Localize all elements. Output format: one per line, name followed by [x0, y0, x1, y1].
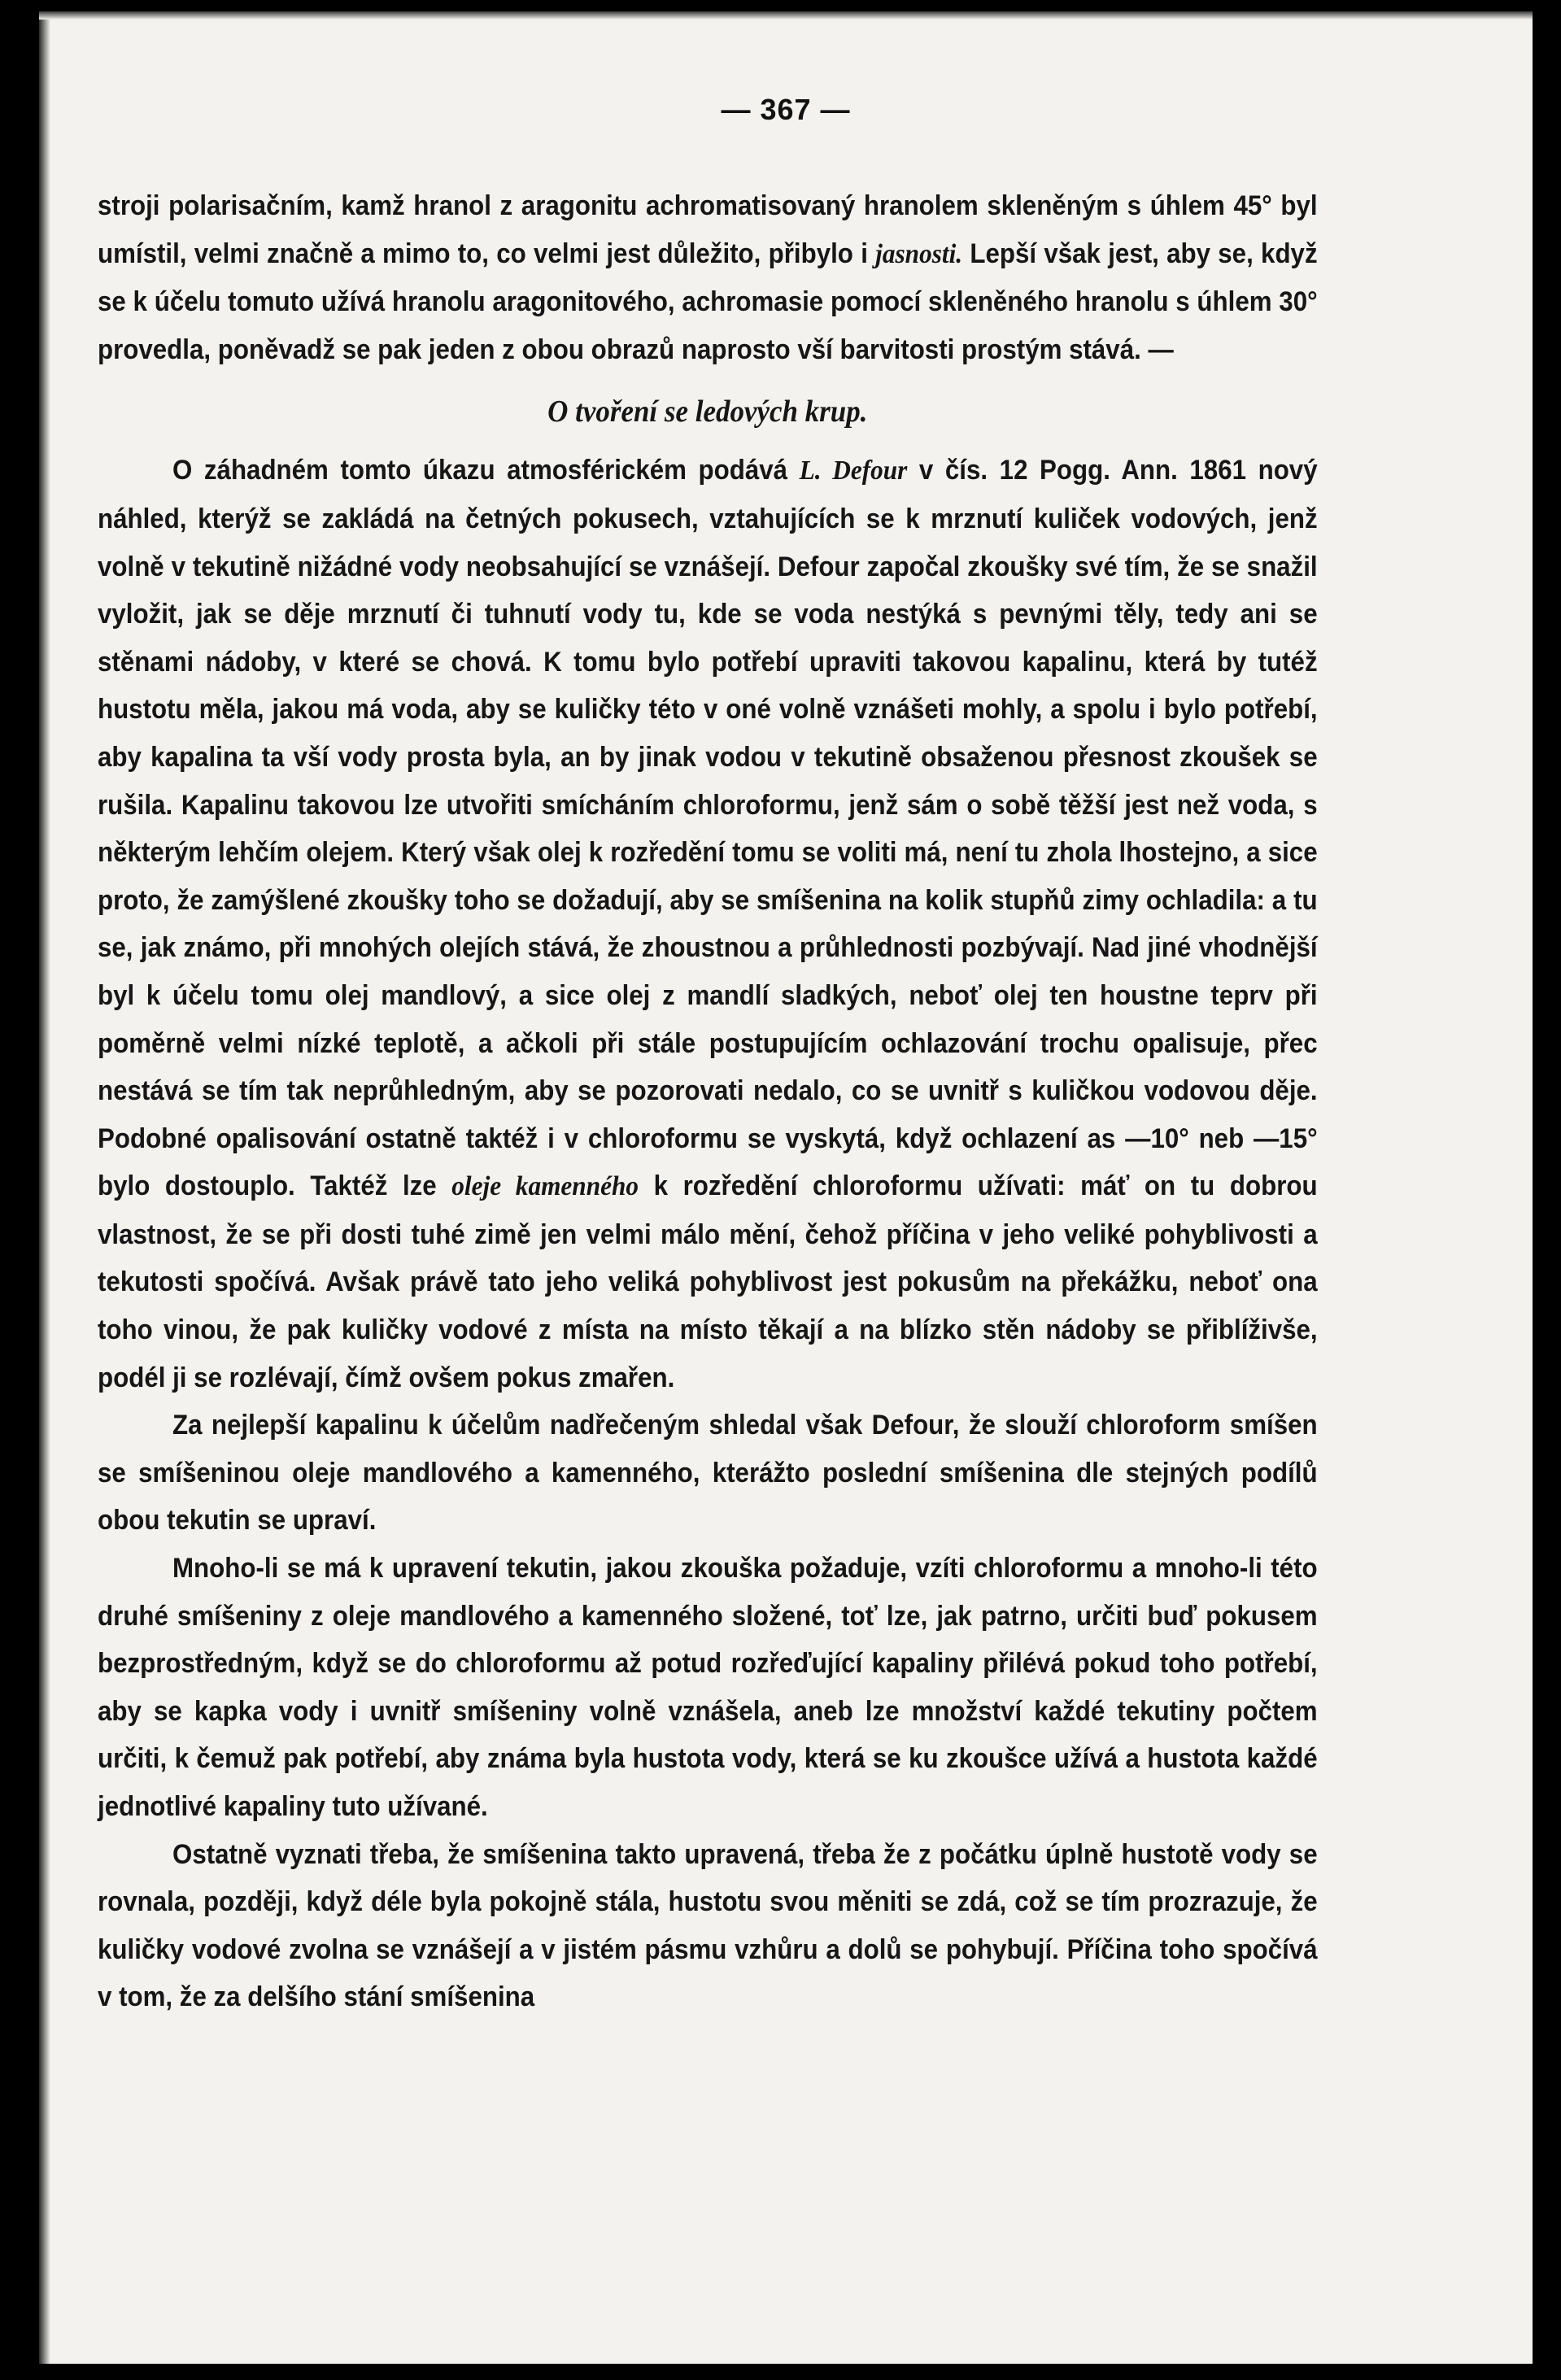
paragraph-4: Mnoho-li se má k upravení tekutin, jakou zkouška požaduje, vzíti chloroformu a mnoho-li této druhé smíšeniny z oleje mandlového a kamenného složené, toť lze, jak patrno, určiti buď pokusem bezprostředným, když se do chloroformu až potud rozřeďující kapaliny přilévá pokud toho potřebí, aby se kapka vody i uvnitř smíšeniny volně vznášela, aneb lze množství každé tekutiny počtem určiti, k čemuž pak potřebí, aby známa byla hustota vody, která se ku zkoušce užívá a hustota každé jednotlivé kapaliny tuto užívané.	[98, 1553, 1318, 1822]
paragraph-1: stroji polarisačním, kamž hranol z aragonitu achromatisovaný hranolem skleněným s úhlem 45° byl umístil, velmi značně a mimo to, co velmi jest důležito, přibylo i jasnosti. Lepší však jest, aby se, když se k účelu tomuto užívá hranolu aragonitového, achromasie pomocí skleněného hranolu s úhlem 30° provedla, poněvadž se pak jeden z obou obrazů naprosto vší barvitosti prostým stává. —	[98, 190, 1318, 365]
section-heading: O tvoření se ledových krup.	[547, 394, 868, 429]
page-number: — 367 —	[721, 93, 851, 126]
author-name: L. Defour	[799, 456, 908, 486]
book-page	[39, 11, 1533, 2364]
paragraph-2: O záhadném tomto úkazu atmosférickém podává L. Defour v čís. 12 Pogg. Ann. 1861 nový náhled, kterýž se zakládá na četných pokusech, vztahujících se k mrznutí kuliček vodových, jenž volně v tekutině nižádné vody neobsahující se vznášejí. Defour započal zkoušky své tím, že se snažil vyložit, jak se děje mrznutí či tuhnutí vody tu, kde se voda nestýká s pevnými těly, tedy ani se stěnami nádoby, v které se chová. K tomu bylo potřebí upraviti takovou kapalinu, která by tutéž hustotu měla, jakou má voda, aby se kuličky této v oné volně vznášeti mohly, a spolu i bylo potřebí, aby kapalina ta vší vody prosta byla, an by jinak vodou v tekutině obsaženou přesnost zkoušek se rušila. Kapalinu takovou lze utvořiti smícháním chloroformu, jenž sám o sobě těžší jest než voda, s některým lehčím olejem. Který však olej k rozředění tomu se voliti má, není tu zhola lhostejno, a sice proto, že zamýšlené zkoušky toho se dožadují, aby se smíšenina na kolik stupňů zimy ochladila: a tu se, jak známo, při mnohých olejích stává, že zhoustnou a průhlednosti pozbývají. Nad jiné vhodnější byl k účelu tomu olej mandlový, a sice olej z mandlí sladkých, neboť olej ten houstne teprv při poměrně velmi nízké teplotě, a ačkoli při stále postupujícím ochlazování trochu opalisuje, přec nestává se tím tak neprůhledným, aby se pozorovati nedalo, co se uvnitř s kuličkou vodovou děje. Podobné opalisování ostatně taktéž i v chloroformu se vyskytá, když ochlazení as —10° neb —15° bylo dostouplo. Taktéž lze oleje kamenného k rozředění chloroformu užívati: máť on tu dobrou vlastnost, že se při dosti tuhé zimě jen velmi málo mění, čehož příčina v jeho veliké pohyblivosti a tekutosti spočívá. Avšak právě tato jeho veliká pohyblivost jest pokusům na překážku, neboť ona toho vinou, že pak kuličky vodové z místa na místo těkají a na blízko stěn nádoby se přiblíživše, podél ji se rozlévají, čímž ovšem pokus zmařen.	[98, 455, 1318, 1393]
paragraph-5: Ostatně vyznati třeba, že smíšenina takto upravená, třeba že z počátku úplně hustotě vody se rovnala, později, když déle byla pokojně stála, hustotu svou měniti se zdá, což se tím prozrazuje, že kuličky vodové zvolna se vznášejí a v jistém pásmu vzhůru a dolů se pohybují. Příčina toho spočívá v tom, že za delšího stání smíšenina	[98, 1838, 1318, 2013]
scan-edge-top	[39, 11, 1533, 20]
paragraph-3: Za nejlepší kapalinu k účelům nadřečeným shledal však Defour, že slouží chloroform smíšen se smíšeninou oleje mandlového a kamenného, kterážto poslední smíšenina dle stejných podílů obou tekutin se upraví.	[98, 1410, 1318, 1537]
emphasis-jasnosti: jasnosti.	[875, 238, 963, 269]
body-text	[98, 182, 1318, 2021]
emphasis-oleje-kamenneho: oleje kamenného	[451, 1171, 639, 1202]
scan-edge	[39, 11, 50, 2364]
